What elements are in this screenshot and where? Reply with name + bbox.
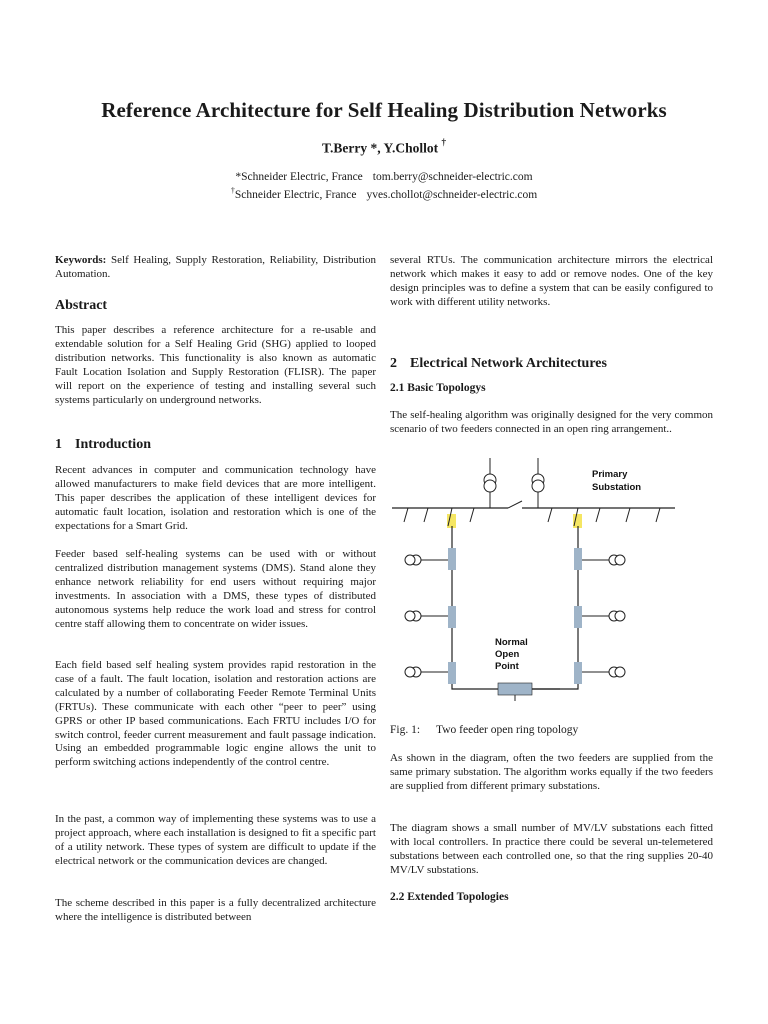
intro-paragraph-2: Feeder based self-healing systems can be used with or without centralized distribution management systems (DMS). Stand alone they enhance network reliability for end users without requiring major investments. In association with a DMS, these types of distributed autonomous systems help reduce the work load and stress for control centre staff allowing them to concentrate on wider issues. <box>55 548 376 630</box>
section-1-heading <box>55 437 151 453</box>
continuation-paragraph: several RTUs. The communication architecture mirrors the electrical network which makes it easy to add or remove nodes. One of the key design principles was to define a system that can be easily configured to work with different utility networks. <box>390 254 713 308</box>
keywords-text: Self Healing, Supply Restoration, Reliability, Distribution Automation. <box>55 254 376 280</box>
normal-open-point-switch <box>498 683 532 701</box>
affiliation-2-org: Schneider Electric, France <box>234 188 357 201</box>
intro-paragraph-5: The scheme described in this paper is a fully decentralized architecture where the intelligence is distributed between <box>55 897 376 923</box>
figure-1-caption-text: Two feeder open ring topology <box>436 724 579 736</box>
label-nop-line-2: Open <box>495 649 520 660</box>
incoming-transformer-right <box>532 458 544 508</box>
mvlv-substation-left-2 <box>405 606 456 628</box>
abstract-heading: Abstract <box>55 298 108 313</box>
incoming-transformer-left <box>484 458 496 508</box>
intro-paragraph-1: Recent advances in computer and communication technology have allowed manufacturers to make field devices that are more intelligent. This paper describes the application of these intelligent devices for automatic fault location, isolation and restoration which is one of the expectations for a Smart Grid. <box>55 464 376 532</box>
subsection-2-1-heading: 2.1 Basic Topologys <box>390 382 486 394</box>
mvlv-substation-right-3 <box>574 662 625 684</box>
subsection-2-1-text: The self-healing algorithm was originally designed for the very common scenario of two feeders connected in an open ring arrangement.. <box>390 409 713 435</box>
section-2-number: 2 <box>390 356 397 371</box>
topology-paragraph-2: The diagram shows a small number of MV/LV substations each fitted with local controllers. In practice there could be several un-telemetered substations between each controlled one, so that the ring supplies 20-40 MV/LV substations. <box>390 822 713 876</box>
mvlv-substation-left-3 <box>405 662 456 684</box>
paper-authors <box>0 139 768 157</box>
label-nop-line-3: Point <box>495 661 519 672</box>
affiliation-1 <box>0 171 768 183</box>
figure-1-caption <box>390 724 578 736</box>
feeder-breakers <box>404 508 660 522</box>
label-primary-line-1: Primary <box>592 469 628 480</box>
affiliation-2-email: yves.chollot@schneider-electric.com <box>366 188 538 201</box>
mvlv-substation-right-1 <box>574 548 625 570</box>
intro-paragraph-4: In the past, a common way of implementing these systems was to use a project approach, where each installation is designed to fit a specific part of a utility network. These types of system are difficult to update if the electrical network or the communication devices are changed. <box>55 813 376 867</box>
section-2-heading <box>390 356 607 372</box>
mvlv-substation-left-1 <box>405 548 456 570</box>
affiliation-2 <box>0 186 768 201</box>
feeder-right-line <box>520 526 578 689</box>
figure-1-diagram <box>390 456 690 701</box>
authors-names: T.Berry *, Y.Chollot <box>322 140 439 156</box>
section-2-title: Electrical Network Architectures <box>410 356 607 371</box>
keywords <box>55 254 376 282</box>
intro-paragraph-3: Each field based self healing system provides rapid restoration in the case of a fault. The fault location, isolation and restoration actions are calculated by a number of collaborating Feeder Remote Terminal Units (FRTUs). These communicate with each other “peer to peer” using GPRS or other IP based communications. Each FRTU includes I/O for switch control, feeder current measurement and fault passage indication. Using an embedded programmable logic engine allows the unit to perform switching actions independently of the control centre. <box>55 659 376 769</box>
affiliation-1-mark: * <box>235 171 242 183</box>
bus-coupler-switch <box>508 501 522 513</box>
label-primary-line-2: Substation <box>592 482 642 493</box>
affiliation-1-org: Schneider Electric, France <box>241 171 363 183</box>
authors-dagger: † <box>441 137 446 147</box>
affiliation-1-email: tom.berry@schneider-electric.com <box>372 171 533 183</box>
mvlv-substation-right-2 <box>574 606 625 628</box>
section-1-title: Introduction <box>75 437 151 452</box>
label-nop-line-1: Normal <box>495 637 528 648</box>
subsection-2-2-heading: 2.2 Extended Topologies <box>390 891 509 903</box>
open-ring-topology-diagram <box>390 456 690 701</box>
figure-1-caption-label: Fig. 1: <box>390 724 421 736</box>
affiliation-2-mark: † <box>230 186 235 195</box>
paper-title: Reference Architecture for Self Healing Distribution Networks <box>101 98 667 122</box>
section-1-number: 1 <box>55 437 62 452</box>
keywords-label: Keywords: <box>55 254 107 266</box>
topology-paragraph-1: As shown in the diagram, often the two feeders are supplied from the same primary substation. The algorithm works equally if the two feeders are supplied from different primary substations. <box>390 752 713 792</box>
abstract-text: This paper describes a reference architecture for a re-usable and extendable solution for a Self Healing Grid (SHG) applied to looped distribution networks. This functionality is also known as automatic Fault Location Isolation and Supply Restoration (FLISR). The paper will report on the experience of testing and installing several such systems particularly on underground networks. <box>55 324 376 406</box>
